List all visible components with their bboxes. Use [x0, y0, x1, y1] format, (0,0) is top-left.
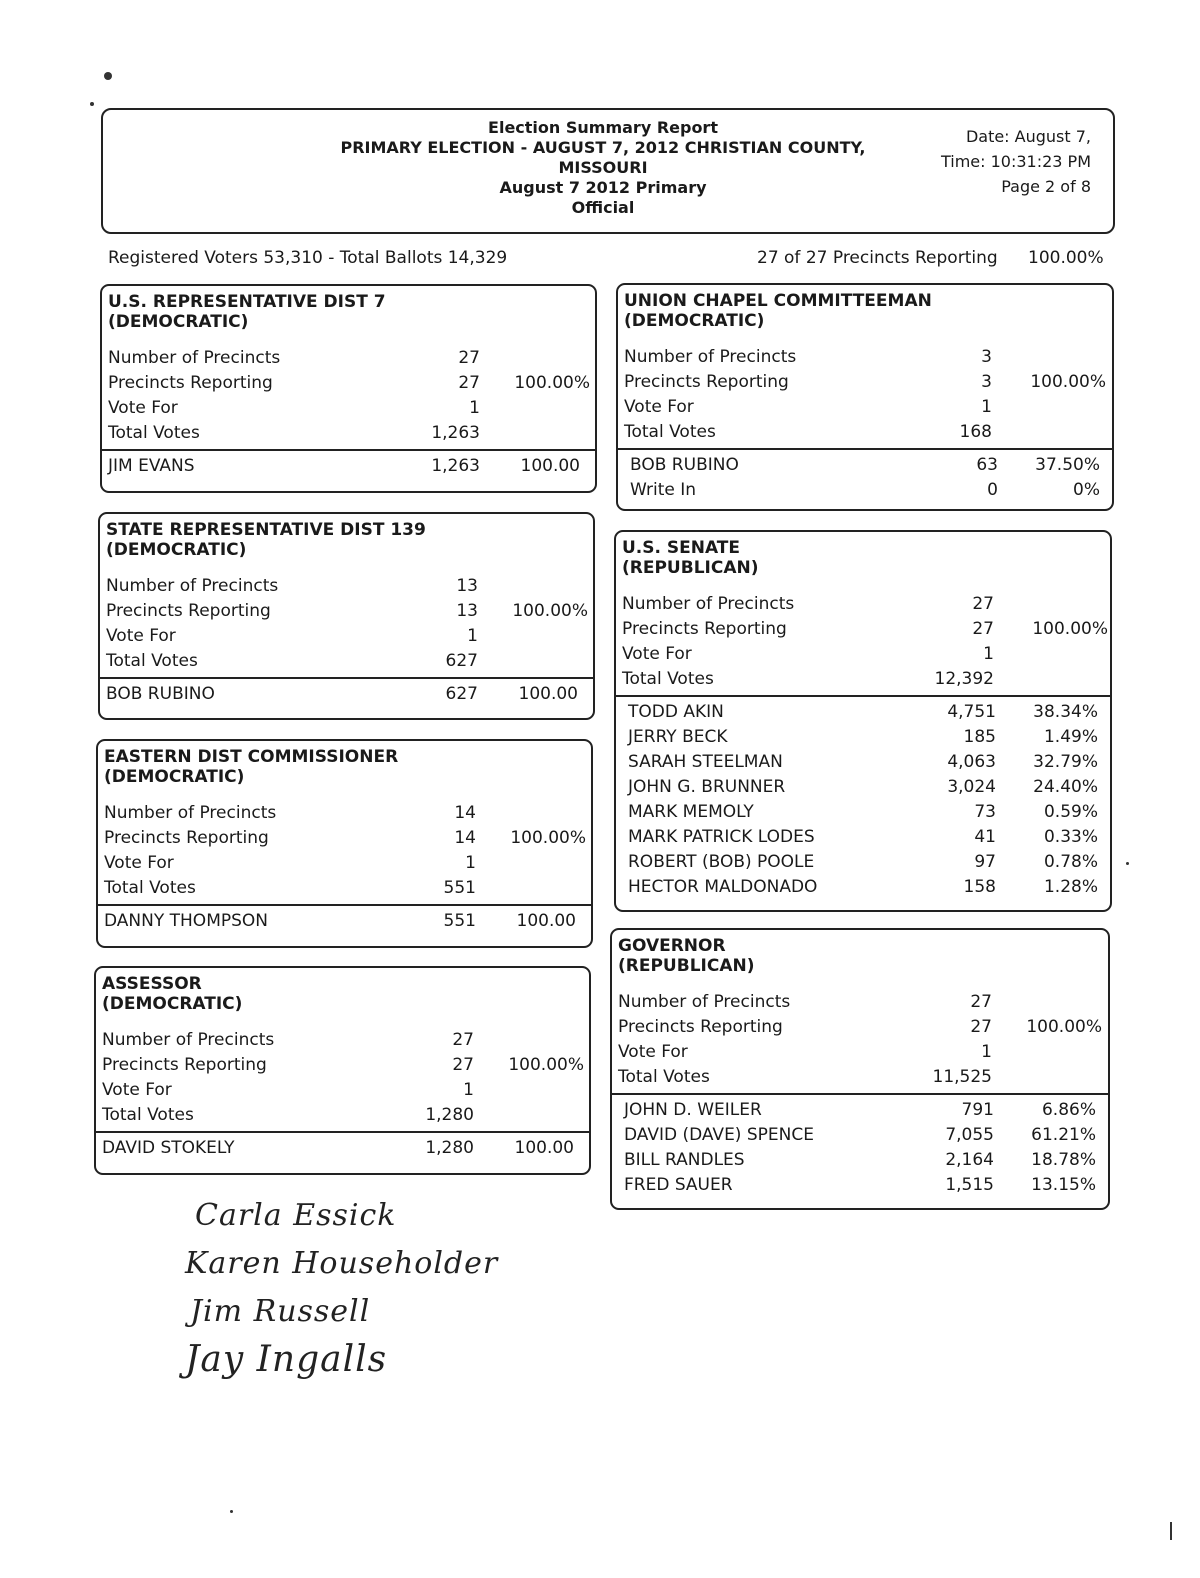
candidate-votes: 0: [987, 480, 998, 500]
signature: Jay Ingalls: [185, 1339, 388, 1380]
candidate-percent: 32.79%: [1033, 752, 1098, 772]
report-date: Date: August 7,: [965, 127, 1091, 146]
stat-label: Precincts Reporting: [104, 828, 269, 848]
stat-row: [102, 421, 595, 446]
race-stats: [616, 592, 1110, 692]
race-title: [102, 286, 595, 332]
candidate-votes: 41: [974, 827, 996, 847]
candidate-percent: 100.00: [516, 911, 576, 931]
candidate-row: [618, 1173, 1108, 1198]
race-office: ASSESSOR: [102, 974, 202, 994]
race-box-union-chapel-committeeman: [616, 283, 1114, 511]
candidate-percent: 100.00: [518, 684, 578, 704]
report-status: Official: [571, 198, 635, 217]
scan-speck: [1126, 862, 1129, 865]
race-office: UNION CHAPEL COMMITTEEMAN: [624, 291, 932, 311]
signature: Carla Essick: [195, 1198, 397, 1233]
stat-row: [98, 876, 591, 901]
candidate-percent: 37.50%: [1035, 455, 1100, 475]
stat-row: [96, 1053, 589, 1078]
candidate-percent: 0.78%: [1043, 852, 1098, 872]
stat-label: Vote For: [106, 626, 176, 646]
stat-row: [612, 1040, 1108, 1065]
race-title: [616, 532, 1110, 578]
election-subtitle: August 7 2012 Primary: [499, 178, 707, 197]
stat-label: Number of Precincts: [618, 992, 791, 1012]
signature: Jim Russell: [190, 1294, 371, 1329]
race-stats: [618, 345, 1112, 445]
stat-row: [98, 801, 591, 826]
stat-row: [612, 990, 1108, 1015]
stat-row: [618, 420, 1112, 445]
stat-label: Precincts Reporting: [102, 1055, 267, 1075]
candidate-name: BILL RANDLES: [624, 1150, 745, 1170]
stat-value: 3: [981, 372, 992, 392]
candidate-name: HECTOR MALDONADO: [628, 877, 818, 897]
stat-value: 27: [970, 992, 992, 1012]
candidate-list: [98, 906, 591, 934]
stat-percent: 100.00%: [508, 1055, 584, 1075]
race-stats: [102, 346, 595, 446]
stat-row: [102, 346, 595, 371]
race-party: (REPUBLICAN): [618, 956, 755, 976]
candidate-row: [100, 682, 593, 707]
candidate-votes: 63: [976, 455, 998, 475]
candidate-percent: 24.40%: [1033, 777, 1098, 797]
stat-value: 627: [445, 651, 478, 671]
candidate-votes: 1,263: [431, 456, 480, 476]
stat-label: Number of Precincts: [624, 347, 797, 367]
candidate-name: MARK PATRICK LODES: [628, 827, 815, 847]
stat-row: [616, 642, 1110, 667]
precincts-reporting-summary: 27 of 27 Precincts Reporting: [757, 248, 998, 268]
candidate-votes: 4,063: [947, 752, 996, 772]
candidate-list: [102, 451, 595, 479]
report-meta: [941, 124, 1091, 199]
candidate-row: [622, 725, 1110, 750]
candidate-percent: 0%: [1073, 480, 1100, 500]
race-office: EASTERN DIST COMMISSIONER: [104, 747, 399, 767]
stat-row: [616, 667, 1110, 692]
race-box-state-representative: [98, 512, 595, 720]
report-time: Time: 10:31:23 PM: [940, 152, 1091, 171]
scan-speck: [104, 72, 112, 80]
candidate-name: JIM EVANS: [108, 456, 195, 476]
stat-value: 1,263: [431, 423, 480, 443]
stat-row: [616, 592, 1110, 617]
stat-value: 13: [456, 601, 478, 621]
stat-label: Precincts Reporting: [618, 1017, 783, 1037]
stat-row: [102, 396, 595, 421]
candidate-votes: 73: [974, 802, 996, 822]
report-header: [101, 108, 1115, 234]
candidate-row: [624, 453, 1112, 478]
stat-value: 27: [458, 348, 480, 368]
stat-value: 1: [981, 1042, 992, 1062]
stat-row: [618, 370, 1112, 395]
candidate-row: [622, 850, 1110, 875]
signature: Karen Householder: [185, 1246, 499, 1281]
candidate-list: [612, 1095, 1108, 1198]
candidate-row: [624, 478, 1112, 503]
race-stats: [612, 990, 1108, 1090]
candidate-name: BOB RUBINO: [106, 684, 215, 704]
race-title: [96, 968, 589, 1014]
race-box-governor: [610, 928, 1110, 1210]
candidate-list: [616, 697, 1110, 900]
candidate-row: [102, 454, 595, 479]
stat-value: 27: [972, 619, 994, 639]
race-box-us-representative: [100, 284, 597, 493]
stat-percent: 100.00%: [510, 828, 586, 848]
race-box-us-senate: [614, 530, 1112, 912]
race-stats: [96, 1028, 589, 1128]
candidate-row: [98, 909, 591, 934]
candidate-percent: 61.21%: [1031, 1125, 1096, 1145]
report-title-block: [308, 118, 898, 218]
precincts-reporting-percent: 100.00%: [1028, 248, 1104, 268]
candidate-name: MARK MEMOLY: [628, 802, 754, 822]
report-title: Election Summary Report: [488, 118, 718, 137]
candidate-row: [96, 1136, 589, 1161]
stat-label: Vote For: [624, 397, 694, 417]
stat-label: Total Votes: [104, 878, 196, 898]
candidate-row: [622, 875, 1110, 900]
candidate-row: [618, 1123, 1108, 1148]
candidate-row: [622, 825, 1110, 850]
stat-label: Vote For: [104, 853, 174, 873]
race-office: U.S. REPRESENTATIVE DIST 7: [108, 292, 386, 312]
candidate-row: [622, 800, 1110, 825]
stat-row: [612, 1065, 1108, 1090]
stat-label: Total Votes: [102, 1105, 194, 1125]
candidate-list: [618, 450, 1112, 503]
election-state: MISSOURI: [558, 158, 648, 177]
candidate-row: [618, 1148, 1108, 1173]
stat-label: Total Votes: [618, 1067, 710, 1087]
candidate-list: [100, 679, 593, 707]
candidate-name: FRED SAUER: [624, 1175, 733, 1195]
candidate-name: JOHN D. WEILER: [624, 1100, 762, 1120]
candidate-percent: 100.00: [520, 456, 580, 476]
stat-value: 1: [469, 398, 480, 418]
stat-value: 27: [452, 1030, 474, 1050]
candidate-percent: 1.49%: [1043, 727, 1098, 747]
stat-value: 27: [972, 594, 994, 614]
stat-value: 27: [458, 373, 480, 393]
candidate-name: SARAH STEELMAN: [628, 752, 783, 772]
race-office: GOVERNOR: [618, 936, 726, 956]
scan-speck: [230, 1510, 233, 1513]
candidate-percent: 13.15%: [1031, 1175, 1096, 1195]
candidate-percent: 100.00: [514, 1138, 574, 1158]
race-party: (REPUBLICAN): [622, 558, 759, 578]
stat-row: [102, 371, 595, 396]
candidate-name: JOHN G. BRUNNER: [628, 777, 786, 797]
stat-label: Vote For: [618, 1042, 688, 1062]
stat-row: [98, 826, 591, 851]
stat-row: [96, 1103, 589, 1128]
candidate-name: DAVID (DAVE) SPENCE: [624, 1125, 814, 1145]
stat-value: 1: [981, 397, 992, 417]
stat-value: 14: [454, 803, 476, 823]
stat-label: Precincts Reporting: [622, 619, 787, 639]
race-party: (DEMOCRATIC): [106, 540, 247, 560]
stat-row: [100, 599, 593, 624]
race-office: STATE REPRESENTATIVE DIST 139: [106, 520, 426, 540]
stat-row: [616, 617, 1110, 642]
stat-row: [100, 624, 593, 649]
race-title: [618, 285, 1112, 331]
candidate-votes: 2,164: [945, 1150, 994, 1170]
candidate-percent: 6.86%: [1041, 1100, 1096, 1120]
race-title: [98, 741, 591, 787]
candidate-name: DAVID STOKELY: [102, 1138, 235, 1158]
stat-label: Total Votes: [622, 669, 714, 689]
candidate-percent: 1.28%: [1043, 877, 1098, 897]
stat-value: 1: [467, 626, 478, 646]
stat-value: 14: [454, 828, 476, 848]
stat-row: [100, 649, 593, 674]
stat-value: 11,525: [932, 1067, 992, 1087]
candidate-row: [622, 700, 1110, 725]
stat-value: 551: [443, 878, 476, 898]
race-stats: [98, 801, 591, 901]
scan-mark: [1170, 1522, 1172, 1540]
stat-label: Number of Precincts: [102, 1030, 275, 1050]
stat-value: 27: [970, 1017, 992, 1037]
candidate-votes: 551: [443, 911, 476, 931]
candidate-list: [96, 1133, 589, 1161]
stat-label: Number of Precincts: [106, 576, 279, 596]
signature-block: [165, 1192, 498, 1384]
stat-percent: 100.00%: [1026, 1017, 1102, 1037]
stat-row: [618, 395, 1112, 420]
race-party: (DEMOCRATIC): [108, 312, 249, 332]
stat-label: Precincts Reporting: [108, 373, 273, 393]
candidate-row: [618, 1098, 1108, 1123]
stat-label: Total Votes: [108, 423, 200, 443]
candidate-name: Write In: [630, 480, 697, 500]
stat-value: 12,392: [934, 669, 994, 689]
stat-value: 1: [465, 853, 476, 873]
registered-voters-summary: Registered Voters 53,310 - Total Ballots 14,329: [108, 248, 508, 268]
stat-label: Number of Precincts: [622, 594, 795, 614]
stat-label: Total Votes: [624, 422, 716, 442]
stat-percent: 100.00%: [1032, 619, 1108, 639]
election-name: PRIMARY ELECTION - AUGUST 7, 2012 CHRISTIAN COUNTY,: [340, 138, 866, 157]
stat-label: Vote For: [622, 644, 692, 664]
stat-row: [100, 574, 593, 599]
stat-row: [618, 345, 1112, 370]
stat-value: 1,280: [425, 1105, 474, 1125]
race-box-assessor: [94, 966, 591, 1175]
candidate-percent: 0.59%: [1043, 802, 1098, 822]
stat-label: Number of Precincts: [108, 348, 281, 368]
stat-label: Precincts Reporting: [624, 372, 789, 392]
stat-value: 1: [983, 644, 994, 664]
candidate-votes: 627: [445, 684, 478, 704]
candidate-row: [622, 750, 1110, 775]
stat-row: [96, 1078, 589, 1103]
race-party: (DEMOCRATIC): [102, 994, 243, 1014]
race-party: (DEMOCRATIC): [104, 767, 245, 787]
race-stats: [100, 574, 593, 674]
stat-label: Number of Precincts: [104, 803, 277, 823]
candidate-votes: 4,751: [947, 702, 996, 722]
candidate-name: TODD AKIN: [628, 702, 724, 722]
race-title: [612, 930, 1108, 976]
stat-value: 13: [456, 576, 478, 596]
race-box-eastern-commissioner: [96, 739, 593, 948]
stat-row: [612, 1015, 1108, 1040]
race-office: U.S. SENATE: [622, 538, 741, 558]
stat-value: 3: [981, 347, 992, 367]
stat-value: 27: [452, 1055, 474, 1075]
stat-value: 1: [463, 1080, 474, 1100]
stat-label: Total Votes: [106, 651, 198, 671]
candidate-votes: 1,280: [425, 1138, 474, 1158]
candidate-name: DANNY THOMPSON: [104, 911, 268, 931]
stat-row: [98, 851, 591, 876]
stat-row: [96, 1028, 589, 1053]
candidate-name: JERRY BECK: [628, 727, 728, 747]
stat-label: Precincts Reporting: [106, 601, 271, 621]
scan-speck: [90, 102, 94, 106]
candidate-votes: 7,055: [945, 1125, 994, 1145]
candidate-percent: 18.78%: [1031, 1150, 1096, 1170]
race-party: (DEMOCRATIC): [624, 311, 765, 331]
candidate-row: [622, 775, 1110, 800]
stat-percent: 100.00%: [1030, 372, 1106, 392]
candidate-votes: 1,515: [945, 1175, 994, 1195]
candidate-votes: 185: [963, 727, 996, 747]
stat-label: Vote For: [108, 398, 178, 418]
candidate-votes: 791: [961, 1100, 994, 1120]
report-page: Page 2 of 8: [1001, 177, 1091, 196]
candidate-percent: 0.33%: [1043, 827, 1098, 847]
stat-label: Vote For: [102, 1080, 172, 1100]
candidate-name: BOB RUBINO: [630, 455, 739, 475]
race-title: [100, 514, 593, 560]
candidate-name: ROBERT (BOB) POOLE: [628, 852, 815, 872]
stat-value: 168: [959, 422, 992, 442]
stat-percent: 100.00%: [514, 373, 590, 393]
candidate-votes: 97: [974, 852, 996, 872]
candidate-votes: 3,024: [947, 777, 996, 797]
candidate-percent: 38.34%: [1033, 702, 1098, 722]
candidate-votes: 158: [963, 877, 996, 897]
stat-percent: 100.00%: [512, 601, 588, 621]
